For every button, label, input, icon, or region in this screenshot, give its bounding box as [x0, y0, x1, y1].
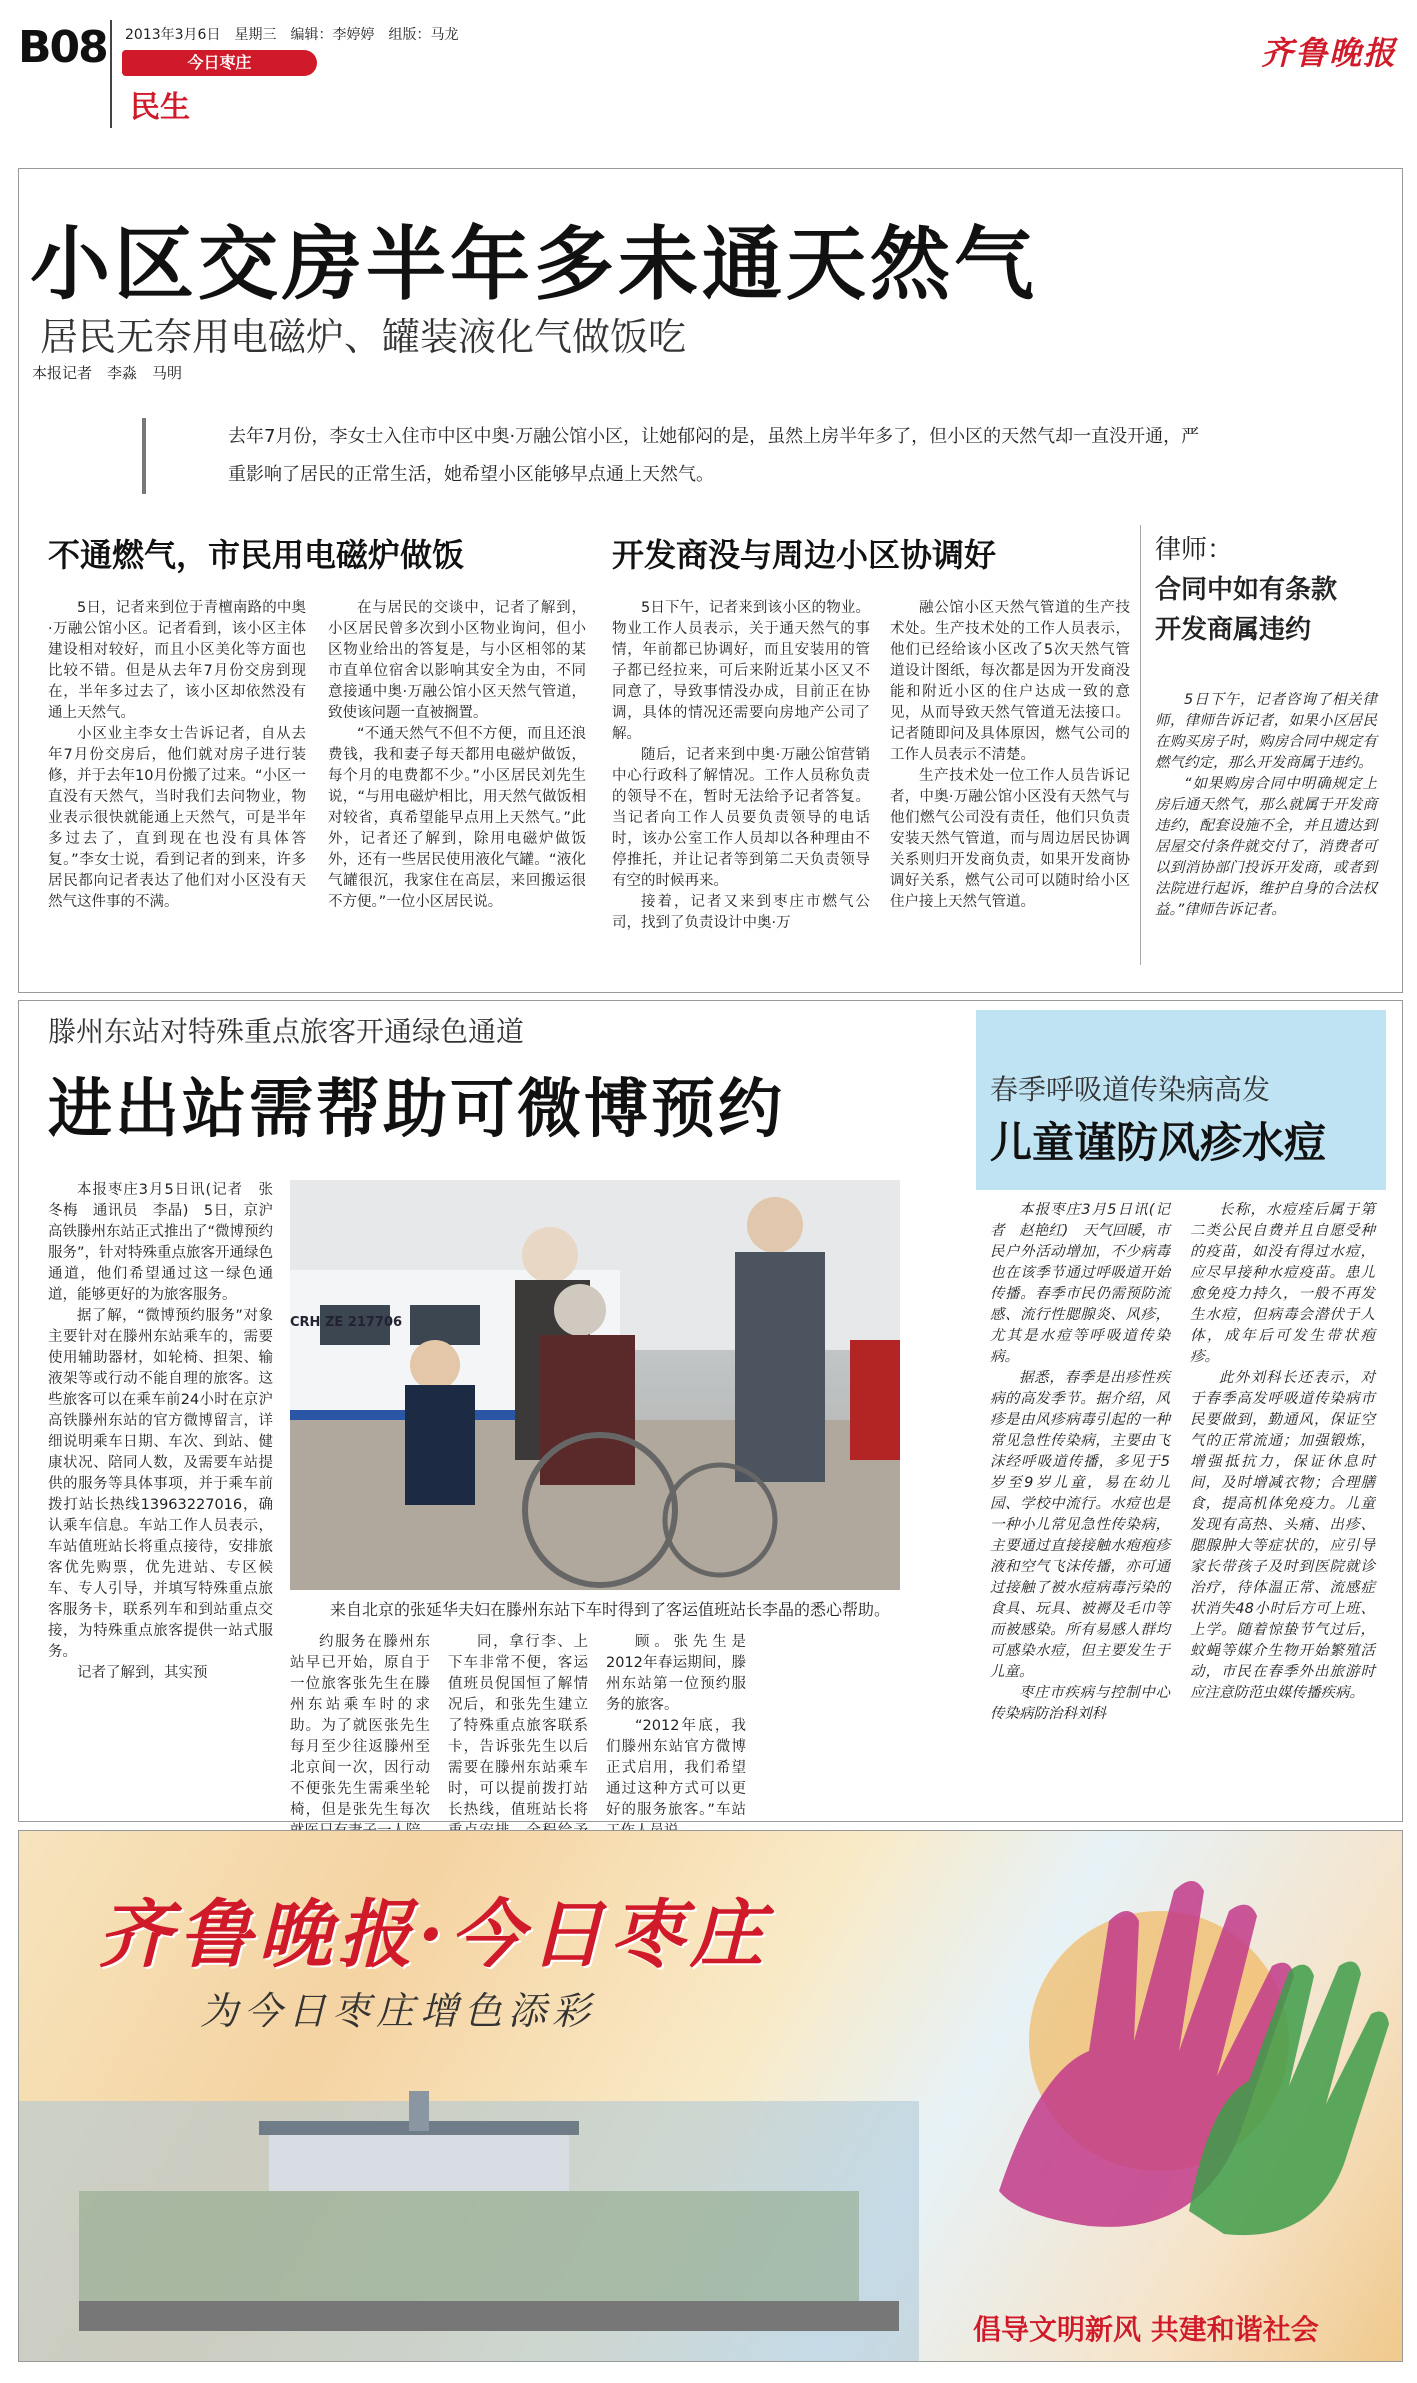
paragraph: 5日下午，记者来到该小区的物业。物业工作人员表示，关于通天然气的事情，年前都已协调好，而且安装用的管子都已经拉来，可后来附近某小区又不同意了，导致事情没办成，目前正在协调，具体的情况还需要向房地产公司了解。 — [612, 600, 870, 742]
paragraph: 5日下午，记者咨询了相关律师，律师告诉记者，如果小区居民在购买房子时，购房合同中规定有燃气约定，那么开发商属于违约。 — [1155, 692, 1377, 771]
story3-column-1 — [990, 1200, 1170, 1725]
story1-column-3 — [612, 598, 870, 934]
issue-meta: 2013年3月6日 星期三 编辑：李婷婷 组版：马龙 — [125, 27, 459, 43]
story1-lead: 去年7月份，李女士入住市中区中奥·万融公馆小区，让她郁闷的是，虽然上房半年多了，但小区的天然气却一直没开通，严重影响了居民的正常生活，她希望小区能够早点通上天然气。 — [142, 418, 1208, 494]
story2-headline: 进出站需帮助可微博预约 — [48, 1073, 785, 1147]
story3-headline: 儿童谨防风疹水痘 — [990, 1118, 1327, 1167]
news-photo — [290, 1180, 900, 1590]
paragraph: “如果购房合同中明确规定上房后通天然气，那么就属于开发商违约，配套设施不全，并且遗达到居屋交付条件就交付了，消费者可以到消协部门投诉开发商，或者到法院进行起诉，维护自身的合法权益。”律师告诉记者。 — [1155, 776, 1377, 918]
paragraph: 本报枣庄3月5日讯(记者 赵艳红) 天气回暖，市民户外活动增加，不少病毒也在该季节通过呼吸道开始传播。春季市民仍需预防流感、流行性腮腺炎、风疹，尤其是水痘等呼吸道传染病。 — [990, 1202, 1170, 1365]
story1-byline: 本报记者 李淼 马明 — [32, 364, 183, 382]
paragraph: 约服务在滕州东站早已开始，原自于一位旅客张先生在滕州东站乘车时的求助。为了就医张先生每月至少往返滕州至北京间一次，因行动不便张先生需乘坐轮椅，但是张先生每次 — [290, 1634, 430, 1818]
story2-column-2 — [290, 1632, 430, 1842]
train-number: CRH ZE 217706 — [290, 1315, 403, 1330]
train-platform-photo — [290, 1180, 900, 1590]
paragraph: 生产技术处一位工作人员告诉记者，中奥·万融公馆小区没有天然气与他们燃气公司没有责任，他们只负责安装天然气管道，而与周边居民协调关系则归开发商负责，如果开发商协调好关系，燃气公司可以随时给小区住户接上天然气管道。 — [890, 768, 1130, 910]
paragraph: 在与居民的交谈中，记者了解到，小区居民曾多次到小区物业询问，但小区物业给出的答复是，与小区相邻的某市直单位宿舍以影响其安全为由，不同意接通中奥·万融公馆小区天然气管道，致使该问题一直被搁置。 — [328, 600, 586, 721]
page-number: B08 — [18, 22, 107, 73]
column-rule — [1140, 525, 1141, 965]
paragraph: 本报枣庄3月5日讯(记者 张冬梅 通讯员 李晶) 5日，京沪高铁滕州东站正式推出了“微博预约服务”，针对特殊重点旅客开通绿色通道，他们希望通过这一绿色通道，能够更好的为旅客服务。 — [48, 1182, 274, 1303]
paragraph: 此外刘科长还表示，对于春季高发呼吸道传染病市民要做到，勤通风，保证空气的正常流通；加强锻炼，增强抵抗力，保证休息时间，及时增减衣物；合理膳食，提高机体免疫力。儿童发现有高热、头痛、出疹、腮腺肿大等症状的，应引导家长带孩子及时到医院就诊治疗，待体温正常、流感症状消失48小时后方可上班、上学。随着惊蛰节气过后，蚊蝇等媒介生物开始繁殖活动，市民在春季外出旅游时应注意防范虫媒传播疾病。 — [1190, 1370, 1375, 1701]
paragraph: 顾。张先生是2012年春运期间，滕州东站第一位预约服务的旅客。 — [606, 1634, 746, 1713]
story1-column-1 — [48, 598, 306, 913]
newspaper-logo: 齐鲁晚报 — [1260, 34, 1397, 72]
paragraph: 据了解，“微博预约服务”对象主要针对在滕州东站乘车的，需要使用辅助器材，如轮椅、担架、输液架等或行动不能自理的旅客。这些旅客可以在乘车前24小时在京沪高铁滕州东站的官方微博留言，详细说明乘车日期、车次、到站、健康状况、陪同人数，及需要车站提供的服务等具体事项，并于乘车前拨打站长热线13963227016，确认乘车信息。车站工作人员表示，车站值班站长将重点接待，安排旅客优先购票，优先进站、专区候车、专人引导，并填写特殊重点旅客服务卡，联系列车和到站重点交接，为特殊重点旅客提供一站式服务。 — [48, 1308, 273, 1660]
section-title: 民生 — [130, 90, 190, 125]
paragraph: “不通天然气不但不方便，而且还浪费钱，我和妻子每天都用电磁炉做饭，每个月的电费都不少。”小区居民刘先生说，“与用电磁炉相比，用天然气做饭相对较省，真希望能早点用上天然气。”此外，记者还了解到，除用电磁炉做饭外，还有一些居民使用液化气罐。“液化气罐很沉，我家住在高层，来回搬运很不方便。”一位小区居民说。 — [328, 726, 586, 910]
lawyer-head-line-2: 开发商属违约 — [1155, 615, 1312, 645]
story1-subhead-a: 不通燃气，市民用电磁炉做饭 — [48, 536, 465, 574]
paragraph: 长称，水痘痊后属于第二类公民自费并且自愿受种的疫苗，如没有得过水痘，应尽早接种水痘疫苗。患儿愈免疫力持久，一般不再发生水痘，但病毒会潜伏于人体，成年后可发生带状疱疹。 — [1190, 1202, 1375, 1365]
header-divider — [110, 20, 112, 128]
paragraph: 小区业主李女士告诉记者，自从去年7月份交房后，他们就对房子进行装修，并于去年10月份搬了过来。“小区一直没有天然气，当时我们去问物业，物业表示很快就能通上天然气，可是半年多过去了，直到现在也没有具体答复。”李女士说，看到记者的到来，许多居民都向记者表达了他们对小区没有天然气这件事的不满。 — [48, 726, 306, 910]
story2-column-3 — [448, 1632, 588, 1863]
paragraph: 据悉，春季是出疹性疾病的高发季节。据介绍，风疹是由风疹病毒引起的一种常见急性传染病，主要由飞沫经呼吸道传播，多见于5岁至9岁儿童，易在幼儿园、学校中流行。水痘也是一种小儿常见急性传染病，主要通过直接接触水疱疱疹液和空气飞沫传播，亦可通过接触了被水痘病毒污染的食具、玩具、被褥及毛巾等而被感染。所有易感人群均可感染水痘，但主要发生于儿童。 — [990, 1370, 1170, 1680]
paragraph: 接着，记者又来到枣庄市燃气公司，找到了负责设计中奥·万 — [612, 894, 870, 931]
edition-tag: 今日枣庄 — [122, 50, 317, 76]
paragraph: 5日，记者来到位于青檀南路的中奥·万融公馆小区。记者看到，该小区主体建设相对较好，而且小区美化等方面也比较不错。但是从去年7月份交房到现在，半年多过去了，该小区却依然没有通上天然气。 — [48, 600, 306, 721]
paragraph: 融公馆小区天然气管道的生产技术处。生产技术处的工作人员表示，他们已经给该小区改了5次天然气管道设计图纸，每次都是因为开发商没能和附近小区的住户达成一致的意见，从而导致天然气管道无法接口。记者随即问及具体原因，燃气公司的工作人员表示不清楚。 — [890, 600, 1130, 763]
paragraph: 随后，记者来到中奥·万融公馆营销中心行政科了解情况。工作人员称负责的领导不在，暂时无法给予记者答复。当记者向工作人员要负责领导的电话时，该办公室工作人员却以各种理由不停推托，并让记者等到第二天负责领导有空的时候再来。 — [612, 747, 870, 889]
story2-column-4 — [606, 1632, 746, 1842]
story1-column-4 — [890, 598, 1130, 913]
paragraph: 记者了解到，其实预 — [77, 1665, 208, 1681]
paragraph: 同，拿行李、上下车非常不便，客运值班员倪国恒了解情况后，和张先生建立了特殊重点旅客联系卡，告诉张先生以后需要在滕州东站乘车时，可以提前拨打站长热线，值班站长将 — [448, 1634, 588, 1818]
ad-title: 齐鲁晚报·今日枣庄 — [98, 1892, 770, 1978]
lawyer-sidebar-text — [1155, 690, 1377, 921]
lawyer-head-line-1: 合同中如有条款 — [1155, 575, 1338, 605]
lawyer-sidebar-head — [1155, 530, 1337, 650]
story1-subhead-b: 开发商没与周边小区协调好 — [612, 536, 997, 574]
story3-kicker: 春季呼吸道传染病高发 — [990, 1073, 1271, 1106]
story2-column-1 — [48, 1180, 273, 1684]
paragraph: “2012年底，我们滕州东站官方微博正式启用，我们希望通过这种方式可以更好的服务旅客。”车站 — [606, 1718, 746, 1818]
ad-subtitle: 为今日枣庄增色添彩 — [200, 1989, 597, 2033]
ad-slogan: 倡导文明新风 共建和谐社会 — [973, 2313, 1319, 2346]
story2-kicker: 滕州东站对特殊重点旅客开通绿色通道 — [48, 1015, 525, 1048]
lawyer-label: 律师： — [1155, 535, 1234, 565]
photo-caption: 来自北京的张延华夫妇在滕州东站下车时得到了客运值班站长李晶的悉心帮助。 — [330, 1600, 891, 1619]
story1-subheadline: 居民无奈用电磁炉、罐装液化气做饭吃 — [40, 315, 687, 359]
story1-headline: 小区交房半年多未通天然气 — [30, 218, 1038, 311]
story3-column-2 — [1190, 1200, 1375, 1704]
story1-column-2 — [328, 598, 586, 913]
paragraph: 枣庄市疾病与控制中心传染病防治科刘科 — [990, 1685, 1170, 1722]
